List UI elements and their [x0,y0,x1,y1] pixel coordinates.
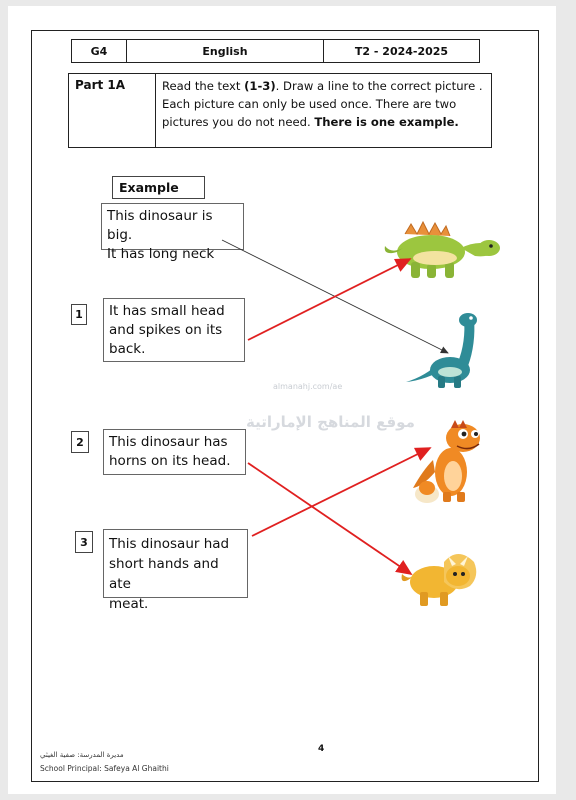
question-1-line-1: It has small head [109,303,225,319]
answer-line-1 [248,259,410,340]
answer-line-3 [252,448,430,536]
instructions-main: . Draw a line to the correct picture . Each picture can only be used once. There are two pictures you do not need. [162,79,483,129]
instructions-bold: There is one example. [314,115,459,129]
instructions-range: (1-3) [244,79,276,93]
question-2-line-2: horns on its head. [109,453,231,469]
stegosaurus-icon [385,222,500,278]
example-label: Example [119,180,179,195]
question-3-number: 3 [80,535,88,549]
principal-english: School Principal: Safeya Al Ghaithi [40,764,169,773]
question-1-number: 1 [75,308,83,321]
worksheet-page [8,6,556,794]
answer-line-2 [248,463,411,574]
example-line-1: This dinosaur is big. [107,208,213,243]
question-2-number: 2 [76,435,84,449]
triceratops-icon [402,554,477,606]
page-number: 4 [318,744,325,754]
watermark-url: almanahj.com/ae [273,382,343,391]
long-neck-dinosaur-icon [406,313,477,388]
example-line-2: It has long neck [107,246,215,262]
question-3-line-3: meat. [109,596,149,612]
principal-arabic: مديرة المدرسة: صفية الغيثي [40,751,124,759]
t-rex-icon [413,420,480,503]
matching-drawing [8,6,556,794]
question-1-line-3: back. [109,341,146,357]
instructions-prefix: Read the text [162,79,245,93]
grade-label: G4 [90,44,108,58]
term-label: T2 - 2024-2025 [354,44,449,58]
subject-label: English [202,44,248,58]
question-2-line-1: This dinosaur has [109,434,228,450]
part-label: Part 1A [75,78,126,92]
watermark-arabic: موقع المناهج الإماراتية [246,413,415,431]
question-3-line-2: short hands and ate [109,556,219,592]
question-3-line-1: This dinosaur had [109,536,230,552]
question-1-line-2: and spikes on its [109,322,223,338]
